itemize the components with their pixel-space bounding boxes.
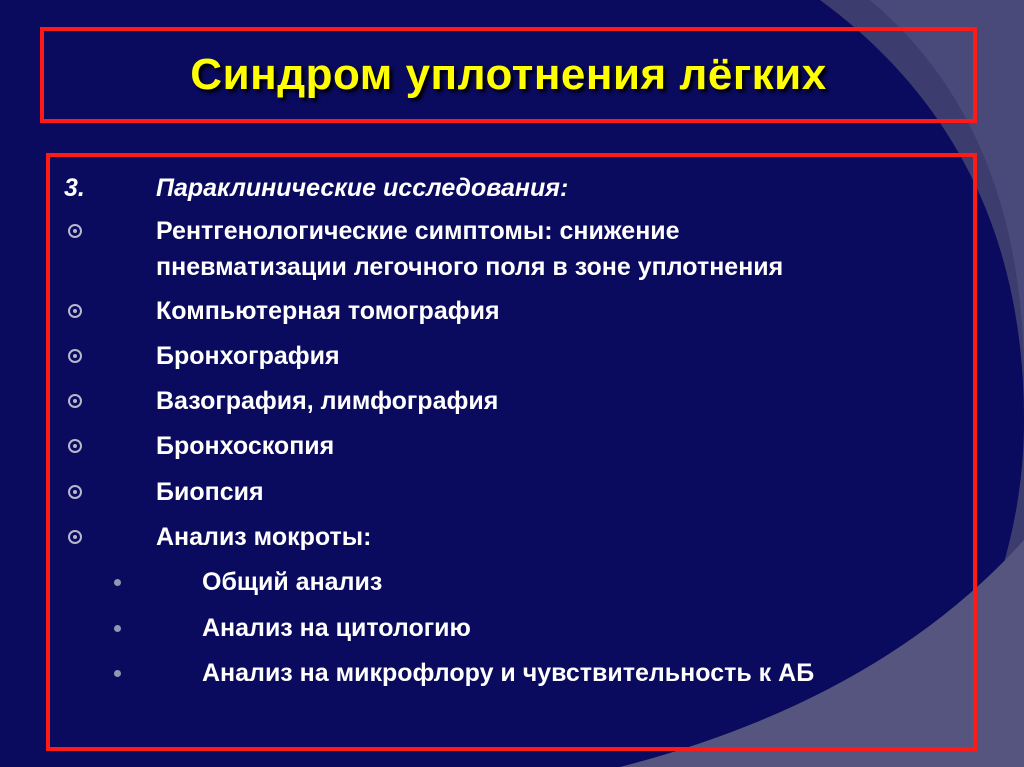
slide-title: Синдром уплотнения лёгких xyxy=(190,50,827,99)
circle-bullet-icon xyxy=(68,349,82,363)
circle-bullet-icon xyxy=(68,530,82,544)
circle-bullet-icon xyxy=(68,394,82,408)
content-frame: 3. Параклинические исследования: Рентгенологические симптомы: снижение пневматизации легочного поля в зоне уплотнения Компьютерная томография Бронхография Вазография, лимфография Бронхоскопия Биопсия Анализ мокроты: Общий анализ Анализ на цитологию Анализ на микрофлору и чувствительность к АБ xyxy=(46,153,977,751)
dot-bullet-icon xyxy=(114,579,121,586)
section-number: 3. xyxy=(64,174,85,202)
circle-bullet-icon xyxy=(68,224,82,238)
dot-bullet-icon xyxy=(114,625,121,632)
circle-bullet-icon xyxy=(68,304,82,318)
section-heading-text: Параклинические исследования: xyxy=(156,174,569,202)
dot-bullet-icon xyxy=(114,670,121,677)
circle-bullet-icon xyxy=(68,439,82,453)
circle-bullet-icon xyxy=(68,485,82,499)
title-frame xyxy=(40,27,977,123)
